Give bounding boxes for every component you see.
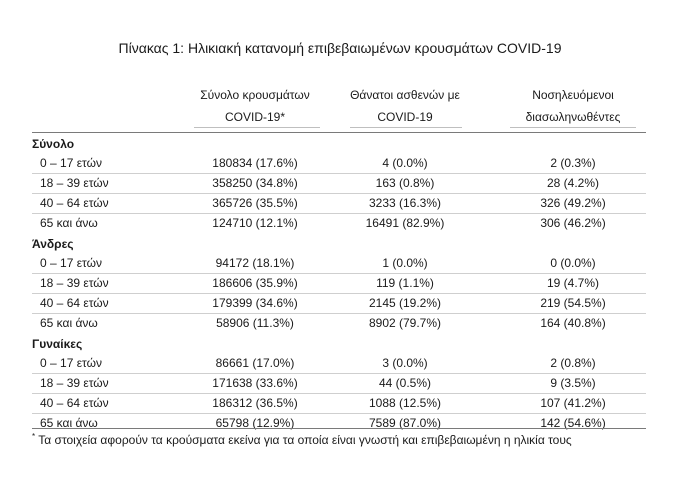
header-total-cases-line1: Σύνολο κρουσμάτων	[200, 88, 310, 102]
deaths-cell: 1088 (12.5%)	[368, 396, 442, 410]
intubated-cell: 19 (4.7%)	[546, 276, 600, 290]
cases-cell: 171638 (33.6%)	[212, 376, 298, 390]
table-row	[32, 294, 646, 314]
deaths-cell: 119 (1.1%)	[376, 276, 434, 290]
cases-cell: 186312 (36.5%)	[212, 396, 298, 410]
age-cell: 65 και άνω	[40, 416, 98, 430]
section-men	[32, 234, 646, 333]
header-deaths-line1: Θάνατοι ασθενών με	[350, 88, 460, 102]
table-header	[32, 80, 646, 128]
header-underline	[194, 127, 320, 128]
age-cell: 40 – 64 ετών	[40, 296, 109, 310]
age-distribution-table	[32, 80, 646, 430]
header-deaths-line2: COVID-19	[377, 110, 433, 124]
deaths-cell: 4 (0.0%)	[382, 156, 428, 170]
header-intubated-line1: Νοσηλευόμενοι	[532, 88, 614, 102]
intubated-cell: 9 (3.5%)	[550, 376, 596, 390]
deaths-cell: 44 (0.5%)	[378, 376, 432, 390]
section-title: Γυναίκες	[32, 337, 83, 351]
intubated-cell: 28 (4.2%)	[546, 176, 600, 190]
cases-cell: 124710 (12.1%)	[212, 216, 298, 230]
deaths-cell: 3 (0.0%)	[382, 356, 428, 370]
deaths-cell: 3233 (16.3%)	[368, 196, 442, 210]
intubated-cell: 0 (0.0%)	[550, 256, 596, 270]
age-cell: 18 – 39 ετών	[40, 376, 109, 390]
table-title: Πίνακας 1: Ηλικιακή κατανομή επιβεβαιωμένων κρουσμάτων COVID-19	[118, 40, 562, 56]
table-row	[32, 354, 646, 374]
intubated-cell: 326 (49.2%)	[540, 196, 606, 210]
intubated-cell: 142 (54.6%)	[540, 416, 606, 430]
age-cell: 0 – 17 ετών	[40, 256, 102, 270]
header-deaths	[332, 84, 478, 128]
footnote-marker: *	[32, 432, 36, 441]
table-row	[32, 374, 646, 394]
age-cell: 18 – 39 ετών	[40, 176, 109, 190]
cases-cell: 365726 (35.5%)	[212, 196, 298, 210]
table-row	[32, 214, 646, 233]
age-cell: 0 – 17 ετών	[40, 156, 102, 170]
header-total-cases	[170, 84, 340, 128]
header-intubated	[500, 84, 646, 128]
deaths-cell: 8902 (79.7%)	[368, 316, 442, 330]
cases-cell: 358250 (34.8%)	[212, 176, 298, 190]
section-women	[32, 334, 646, 433]
deaths-cell: 16491 (82.9%)	[365, 216, 445, 230]
header-underline	[350, 127, 462, 128]
table-row	[32, 314, 646, 333]
header-intubated-line2: διασωληνωθέντες	[525, 110, 621, 124]
intubated-cell: 164 (40.8%)	[540, 316, 606, 330]
section-title: Σύνολο	[32, 137, 75, 151]
deaths-cell: 163 (0.8%)	[375, 176, 435, 190]
table-row	[32, 254, 646, 274]
cases-cell: 186606 (35.9%)	[212, 276, 298, 290]
deaths-cell: 7589 (87.0%)	[368, 416, 442, 430]
table-row	[32, 414, 646, 433]
cases-cell: 65798 (12.9%)	[215, 416, 295, 430]
table-row	[32, 154, 646, 174]
header-total-cases-line2: COVID-19*	[224, 110, 286, 124]
intubated-cell: 2 (0.8%)	[550, 356, 596, 370]
table-row	[32, 274, 646, 294]
age-cell: 40 – 64 ετών	[40, 396, 109, 410]
cases-cell: 179399 (34.6%)	[212, 296, 298, 310]
cases-cell: 180834 (17.6%)	[212, 156, 298, 170]
age-cell: 40 – 64 ετών	[40, 196, 109, 210]
header-rule	[32, 132, 646, 133]
intubated-cell: 107 (41.2%)	[540, 396, 606, 410]
table-bottom-rule	[32, 428, 646, 429]
cases-cell: 94172 (18.1%)	[215, 256, 295, 270]
footnote	[32, 432, 652, 447]
table-row	[32, 194, 646, 214]
cases-cell: 86661 (17.0%)	[215, 356, 295, 370]
age-cell: 65 και άνω	[40, 316, 98, 330]
table-row	[32, 174, 646, 194]
deaths-cell: 1 (0.0%)	[382, 256, 428, 270]
intubated-cell: 219 (54.5%)	[540, 296, 606, 310]
footnote-text: Τα στοιχεία αφορούν τα κρούσματα εκείνα για τα οποία είναι γνωστή και επιβεβαιωμένη η ηλικία τους	[38, 433, 572, 447]
age-cell: 0 – 17 ετών	[40, 356, 102, 370]
age-cell: 65 και άνω	[40, 216, 98, 230]
section-title: Άνδρες	[32, 237, 74, 251]
table-row	[32, 394, 646, 414]
intubated-cell: 2 (0.3%)	[550, 156, 596, 170]
intubated-cell: 306 (46.2%)	[540, 216, 606, 230]
header-underline	[510, 127, 636, 128]
section-total	[32, 134, 646, 233]
deaths-cell: 2145 (19.2%)	[368, 296, 442, 310]
cases-cell: 58906 (11.3%)	[216, 316, 294, 330]
age-cell: 18 – 39 ετών	[40, 276, 109, 290]
